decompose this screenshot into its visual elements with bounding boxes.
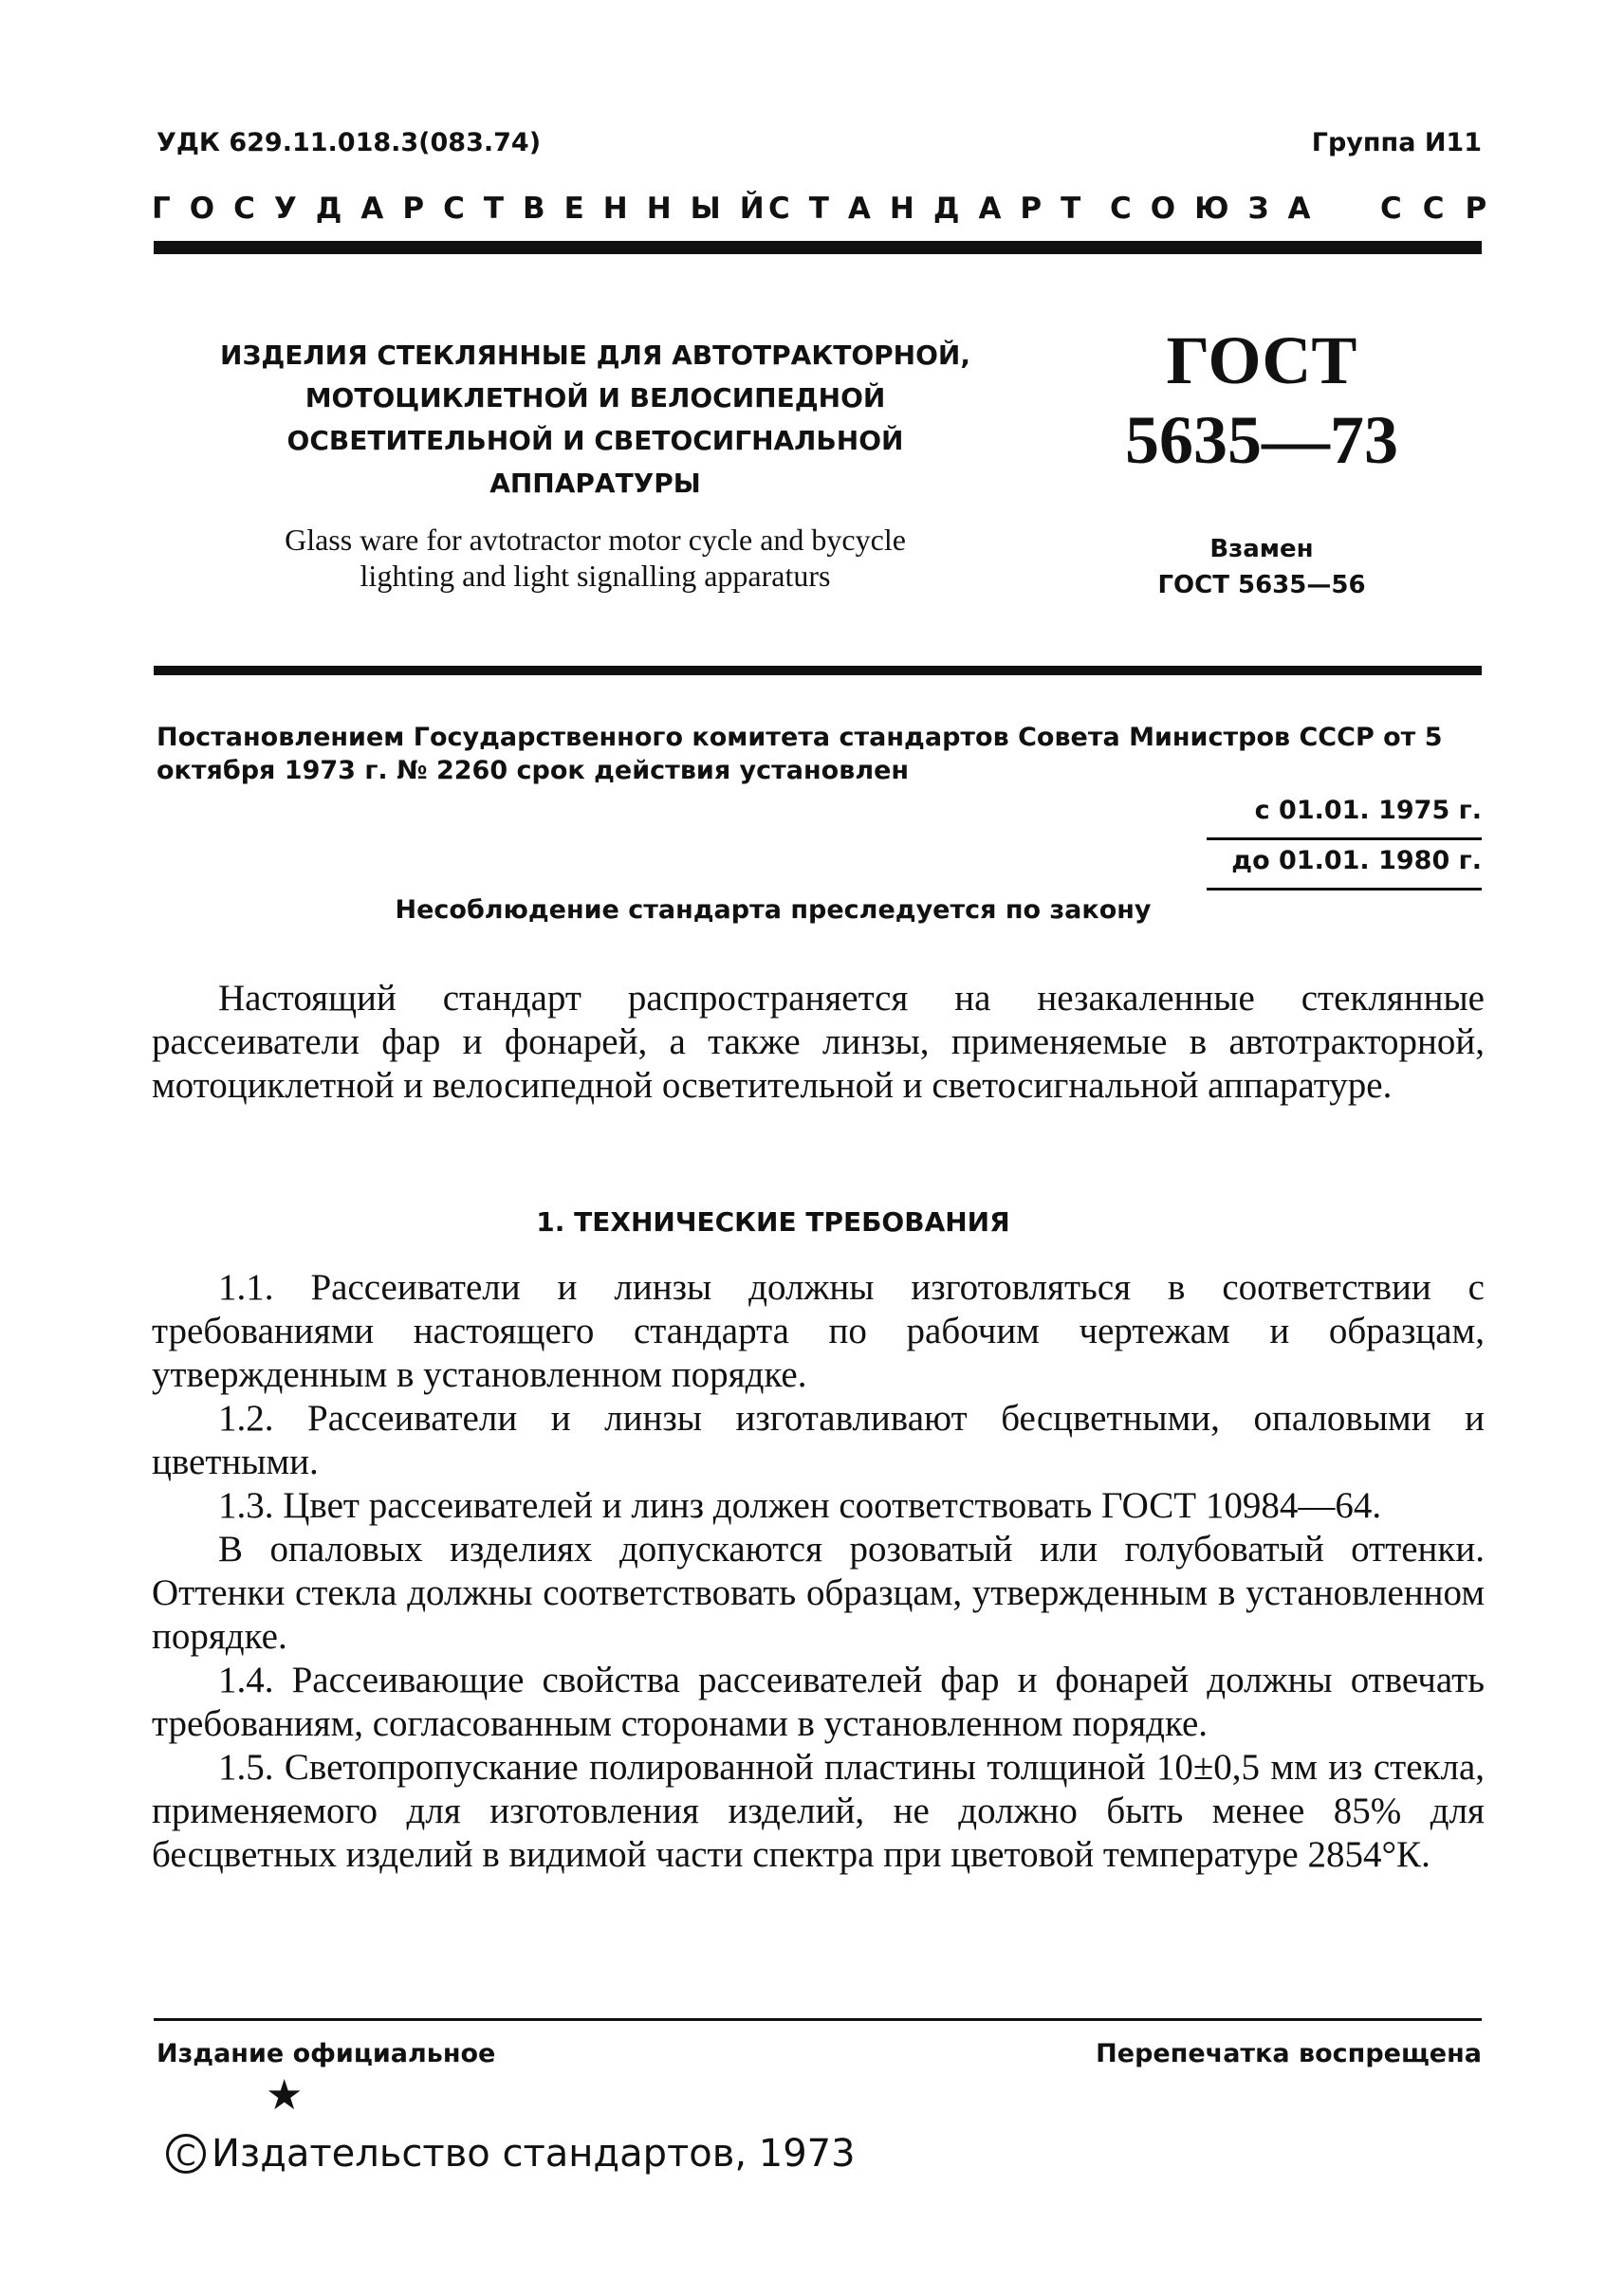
title-russian [166, 334, 1024, 505]
replaces-number: ГОСТ 5635—56 [1157, 571, 1366, 599]
gost-number: 5635—73 [1125, 402, 1398, 478]
replaces-label: Взамен [1209, 535, 1314, 563]
state-standard-banner [152, 192, 1508, 233]
state-word-2: СТАНДАРТ [768, 192, 1100, 226]
footer-rule [154, 2018, 1482, 2021]
official-edition: Издание официальное [157, 2039, 496, 2068]
group-code: Группа И11 [1311, 128, 1482, 157]
state-word-3: СОЮЗА [1110, 192, 1330, 226]
title-en-line: Glass ware for avtotractor motor cycle and bycycle [285, 523, 906, 557]
gost-label: ГОСТ [1166, 322, 1357, 398]
paragraph: 1.1. Рассеиватели и линзы должны изготовляться в соответствии с требованиями настоящего стандарта по рабочим чертежам и образцам, утвержденным в установленном порядке. [152, 1267, 1485, 1395]
title-ru-line: МОТОЦИКЛЕТНОЙ И ВЕЛОСИПЕДНОЙ [304, 382, 886, 413]
reprint-notice: Перепечатка воспрещена [1096, 2039, 1482, 2068]
copyright-icon: C [166, 2134, 206, 2174]
paragraph: 1.3. Цвет рассеивателей и линз должен соответствовать ГОСТ 10984—64. [218, 1485, 1382, 1526]
gost-designation [1119, 321, 1404, 480]
title-english [166, 522, 1024, 594]
title-ru-line: ОСВЕТИТЕЛЬНОЙ И СВЕТОСИГНАЛЬНОЙ [286, 425, 904, 456]
valid-to: до 01.01. 1980 г. [1207, 840, 1482, 891]
title-ru-line: АППАРАТУРЫ [489, 468, 701, 499]
replaces-block [1119, 531, 1404, 603]
intro-paragraph [152, 977, 1485, 1108]
decree-text: Постановлением Государственного комитета стандартов Совета Министров СССР от 5 октября 1973 г. № 2260 срок действия установлен [157, 723, 1443, 785]
copyright-line [166, 2132, 856, 2176]
state-word-1: ГОСУДАРСТВЕННЫЙ [152, 192, 784, 226]
title-en-line: lighting and light signalling apparaturs [360, 559, 831, 593]
section-body [152, 1266, 1485, 1877]
valid-from: с 01.01. 1975 г. [1207, 790, 1482, 840]
legal-warning: Несоблюдение стандарта преследуется по закону [395, 895, 1152, 925]
paragraph: 1.5. Светопропускание полированной пластины толщиной 10±0,5 мм из стекла, применяемого для изготовления изделий, не должно быть менее 85% для бесцветных изделий в видимой части спектра при цветовой температуре 2854°К. [152, 1747, 1485, 1875]
udk-code: УДК 629.11.018.3(083.74) [157, 128, 542, 157]
section-heading: 1. ТЕХНИЧЕСКИЕ ТРЕБОВАНИЯ [536, 1206, 1010, 1238]
publisher-text: Издательство стандартов, 1973 [212, 2132, 856, 2176]
title-ru-line: ИЗДЕЛИЯ СТЕКЛЯННЫЕ ДЛЯ АВТОТРАКТОРНОЙ, [220, 340, 970, 371]
validity-dates [1207, 790, 1482, 891]
state-word-4: ССР [1380, 192, 1508, 226]
paragraph: 1.4. Рассеивающие свойства рассеивателей фар и фонарей должны отвечать требованиям, согласованным сторонами в установленном порядке. [152, 1660, 1485, 1744]
title-thick-rule [154, 666, 1482, 675]
star-icon: ★ [266, 2072, 304, 2119]
paragraph: 1.2. Рассеиватели и линзы изготавливают бесцветными, опаловыми и цветными. [152, 1398, 1485, 1482]
intro-text: Настоящий стандарт распространяется на незакаленные стеклянные рассеиватели фар и фонарей, а также линзы, применяемые в автотракторной, мотоциклетной и велосипедной осветительной и светосигнальной аппаратуре. [152, 978, 1485, 1106]
header-thick-rule [154, 241, 1482, 254]
paragraph: В опаловых изделиях допускаются розоватый или голубоватый оттенки. Оттенки стекла должны соответствовать образцам, утвержденным в установленном порядке. [152, 1529, 1485, 1657]
